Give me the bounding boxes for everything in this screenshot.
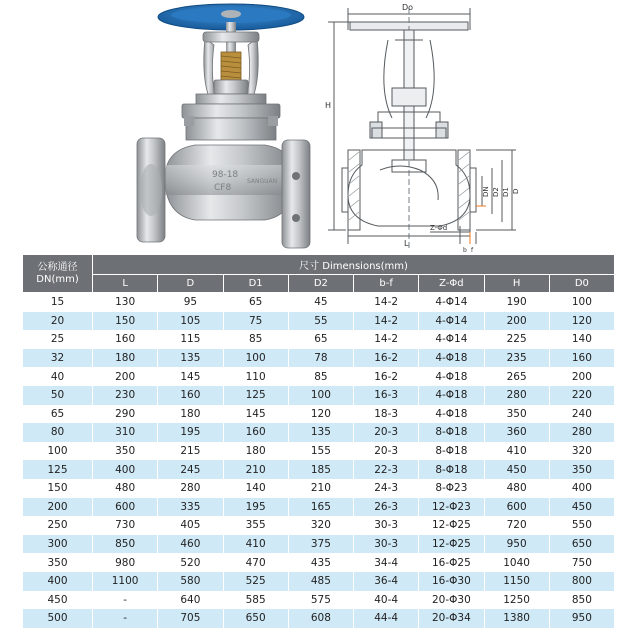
label-L: L [404, 239, 409, 248]
table-cell: 30-3 [354, 535, 419, 554]
table-cell: 1250 [484, 591, 549, 610]
table-cell: 580 [158, 572, 223, 591]
dn-cell: 125 [23, 460, 93, 479]
dn-cell: 25 [23, 330, 93, 349]
table-cell: 705 [158, 609, 223, 628]
table-cell: 220 [549, 386, 614, 405]
table-cell: 480 [484, 479, 549, 498]
table-cell: 1380 [484, 609, 549, 628]
table-cell: 75 [223, 312, 288, 331]
table-cell: 200 [93, 367, 158, 386]
dn-cell: 50 [23, 386, 93, 405]
table-cell: 180 [223, 442, 288, 461]
table-cell: 140 [223, 479, 288, 498]
table-row [23, 405, 615, 424]
table-cell: 310 [93, 423, 158, 442]
table-cell: 16-Φ30 [419, 572, 484, 591]
dn-header-cn: 公称通径 [37, 261, 78, 273]
table-cell: 640 [158, 591, 223, 610]
table-cell: 375 [288, 535, 353, 554]
body-marking-2: CF8 [214, 183, 232, 193]
table-cell: 265 [484, 367, 549, 386]
dn-cell: 500 [23, 609, 93, 628]
table-cell: 8-Φ18 [419, 442, 484, 461]
table-cell: 4-Φ14 [419, 312, 484, 331]
table-cell: 14-2 [354, 293, 419, 312]
table-cell: 520 [158, 553, 223, 572]
table-cell: 600 [93, 498, 158, 517]
table-cell: 360 [484, 423, 549, 442]
table-cell: 160 [93, 330, 158, 349]
table-cell: 65 [223, 293, 288, 312]
dn-cell: 80 [23, 423, 93, 442]
table-cell: 280 [484, 386, 549, 405]
table-cell: 450 [549, 498, 614, 517]
table-cell: 130 [93, 293, 158, 312]
dn-header-en: DN(mm) [36, 273, 79, 285]
table-cell: 850 [549, 591, 614, 610]
table-cell: 320 [549, 442, 614, 461]
dn-cell: 350 [23, 553, 93, 572]
table-cell: 180 [93, 349, 158, 368]
dn-cell: 150 [23, 479, 93, 498]
label-f: f [471, 247, 474, 254]
dn-cell: 400 [23, 572, 93, 591]
column-header: D2 [288, 275, 353, 293]
table-cell: 20-3 [354, 423, 419, 442]
column-header: Z-Φd [419, 275, 484, 293]
table-cell: 980 [93, 553, 158, 572]
table-cell: 120 [288, 405, 353, 424]
table-cell: 16-2 [354, 367, 419, 386]
table-cell: 100 [288, 386, 353, 405]
table-row [23, 498, 615, 517]
table-cell: 1040 [484, 553, 549, 572]
table-cell: 100 [223, 349, 288, 368]
label-H: H [325, 101, 332, 110]
table-cell: 410 [223, 535, 288, 554]
left-flange [137, 138, 165, 242]
label-Do: Do [402, 3, 414, 12]
body-marking-1: 98-18 [212, 170, 239, 180]
table-cell: 8-Φ18 [419, 460, 484, 479]
table-cell: 78 [288, 349, 353, 368]
table-cell: 575 [288, 591, 353, 610]
table-row [23, 330, 615, 349]
column-header-row [23, 275, 615, 293]
table-cell: 950 [549, 609, 614, 628]
table-cell: 4-Φ18 [419, 405, 484, 424]
table-cell: 145 [158, 367, 223, 386]
table-row [23, 572, 615, 591]
table-cell: 16-2 [354, 349, 419, 368]
table-cell: 290 [93, 405, 158, 424]
table-cell: 160 [223, 423, 288, 442]
dn-cell: 20 [23, 312, 93, 331]
table-cell: 405 [158, 516, 223, 535]
table-cell: 200 [549, 367, 614, 386]
table-row [23, 479, 615, 498]
table-row [23, 367, 615, 386]
table-cell: 135 [158, 349, 223, 368]
label-D1: D1 [502, 187, 510, 197]
table-cell: 22-3 [354, 460, 419, 479]
table-cell: 4-Φ14 [419, 293, 484, 312]
table-cell: 8-Φ18 [419, 423, 484, 442]
table-cell: 14-2 [354, 330, 419, 349]
table-cell: 55 [288, 312, 353, 331]
table-cell: 150 [93, 312, 158, 331]
table-cell: 460 [158, 535, 223, 554]
table-cell: 1100 [93, 572, 158, 591]
table-cell: 525 [223, 572, 288, 591]
table-cell: 280 [158, 479, 223, 498]
table-cell: 720 [484, 516, 549, 535]
table-cell: 1150 [484, 572, 549, 591]
dn-cell: 450 [23, 591, 93, 610]
table-cell: 200 [484, 312, 549, 331]
dn-cell: 300 [23, 535, 93, 554]
table-cell: 26-3 [354, 498, 419, 517]
table-cell: 195 [158, 423, 223, 442]
column-header: b-f [354, 275, 419, 293]
dn-cell: 200 [23, 498, 93, 517]
table-cell: 160 [549, 349, 614, 368]
column-header: H [484, 275, 549, 293]
table-cell: 125 [223, 386, 288, 405]
table-cell: 85 [288, 367, 353, 386]
table-row [23, 386, 615, 405]
table-cell: 245 [158, 460, 223, 479]
table-cell: 730 [93, 516, 158, 535]
table-cell: 12-Φ25 [419, 535, 484, 554]
column-header: D0 [549, 275, 614, 293]
table-cell: - [93, 609, 158, 628]
table-row [23, 591, 615, 610]
table-cell: 608 [288, 609, 353, 628]
dn-column-header [23, 255, 93, 293]
table-cell: 350 [484, 405, 549, 424]
table-cell: 8-Φ23 [419, 479, 484, 498]
table-cell: 16-Φ25 [419, 553, 484, 572]
table-cell: 4-Φ18 [419, 386, 484, 405]
table-cell: 18-3 [354, 405, 419, 424]
table-cell: 650 [223, 609, 288, 628]
table-cell: 40-4 [354, 591, 419, 610]
table-cell: 14-2 [354, 312, 419, 331]
table-cell: 210 [288, 479, 353, 498]
table-cell: 20-Φ34 [419, 609, 484, 628]
table-cell: 480 [93, 479, 158, 498]
right-flange [282, 140, 310, 248]
valve-figure [0, 0, 640, 254]
table-cell: 145 [223, 405, 288, 424]
table-cell: 600 [484, 498, 549, 517]
table-cell: 34-4 [354, 553, 419, 572]
table-cell: - [93, 591, 158, 610]
table-row [23, 423, 615, 442]
technical-drawing [328, 8, 516, 250]
label-b: b [463, 247, 467, 254]
table-cell: 65 [288, 330, 353, 349]
table-cell: 650 [549, 535, 614, 554]
table-cell: 335 [158, 498, 223, 517]
table-cell: 195 [223, 498, 288, 517]
table-cell: 165 [288, 498, 353, 517]
dn-cell: 250 [23, 516, 93, 535]
table-row [23, 349, 615, 368]
label-Z-d: Z-Φd [430, 224, 448, 232]
table-cell: 210 [223, 460, 288, 479]
table-cell: 160 [158, 386, 223, 405]
table-cell: 850 [93, 535, 158, 554]
table-cell: 110 [223, 367, 288, 386]
table-cell: 185 [288, 460, 353, 479]
table-row [23, 516, 615, 535]
table-cell: 470 [223, 553, 288, 572]
table-cell: 85 [223, 330, 288, 349]
table-row [23, 460, 615, 479]
body-marking-3: SANGUAN [247, 178, 278, 185]
table-row [23, 609, 615, 628]
dn-cell: 15 [23, 293, 93, 312]
table-cell: 24-3 [354, 479, 419, 498]
table-cell: 435 [288, 553, 353, 572]
column-header: L [93, 275, 158, 293]
table-row [23, 553, 615, 572]
yoke [196, 22, 266, 104]
table-cell: 950 [484, 535, 549, 554]
table-body [23, 293, 615, 628]
column-header: D1 [223, 275, 288, 293]
table-cell: 320 [288, 516, 353, 535]
table-cell: 20-3 [354, 442, 419, 461]
table-row [23, 535, 615, 554]
table-cell: 36-4 [354, 572, 419, 591]
dn-cell: 65 [23, 405, 93, 424]
table-cell: 400 [93, 460, 158, 479]
table-cell: 44-4 [354, 609, 419, 628]
column-header: D [158, 275, 223, 293]
table-row [23, 293, 615, 312]
table-cell: 235 [484, 349, 549, 368]
dn-cell: 32 [23, 349, 93, 368]
table-cell: 45 [288, 293, 353, 312]
table-cell: 800 [549, 572, 614, 591]
table-cell: 30-3 [354, 516, 419, 535]
dn-cell: 100 [23, 442, 93, 461]
table-cell: 410 [484, 442, 549, 461]
table-cell: 12-Φ23 [419, 498, 484, 517]
table-cell: 350 [549, 460, 614, 479]
table-cell: 190 [484, 293, 549, 312]
label-D: D [512, 188, 520, 194]
label-DN: DN [482, 186, 490, 197]
table-cell: 4-Φ14 [419, 330, 484, 349]
table-row [23, 312, 615, 331]
table-cell: 155 [288, 442, 353, 461]
table-cell: 4-Φ18 [419, 349, 484, 368]
table-cell: 20-Φ30 [419, 591, 484, 610]
table-cell: 355 [223, 516, 288, 535]
table-row [23, 442, 615, 461]
table-cell: 140 [549, 330, 614, 349]
dimensions-group-header: 尺寸 Dimensions(mm) [93, 255, 615, 275]
table-cell: 120 [549, 312, 614, 331]
bonnet [182, 104, 280, 140]
table-cell: 230 [93, 386, 158, 405]
dn-cell: 40 [23, 367, 93, 386]
table-cell: 280 [549, 423, 614, 442]
table-cell: 180 [158, 405, 223, 424]
table-cell: 240 [549, 405, 614, 424]
table-cell: 400 [549, 479, 614, 498]
table-cell: 485 [288, 572, 353, 591]
table-cell: 12-Φ25 [419, 516, 484, 535]
label-D2: D2 [492, 187, 500, 197]
table-cell: 225 [484, 330, 549, 349]
table-cell: 100 [549, 293, 614, 312]
table-cell: 350 [93, 442, 158, 461]
valve-photo [137, 4, 310, 248]
table-cell: 215 [158, 442, 223, 461]
table-cell: 4-Φ18 [419, 367, 484, 386]
table-cell: 16-3 [354, 386, 419, 405]
table-cell: 115 [158, 330, 223, 349]
table-cell: 585 [223, 591, 288, 610]
table-cell: 450 [484, 460, 549, 479]
table-cell: 550 [549, 516, 614, 535]
table-cell: 95 [158, 293, 223, 312]
table-cell: 135 [288, 423, 353, 442]
table-cell: 750 [549, 553, 614, 572]
dimension-table [22, 254, 615, 628]
table-cell: 105 [158, 312, 223, 331]
